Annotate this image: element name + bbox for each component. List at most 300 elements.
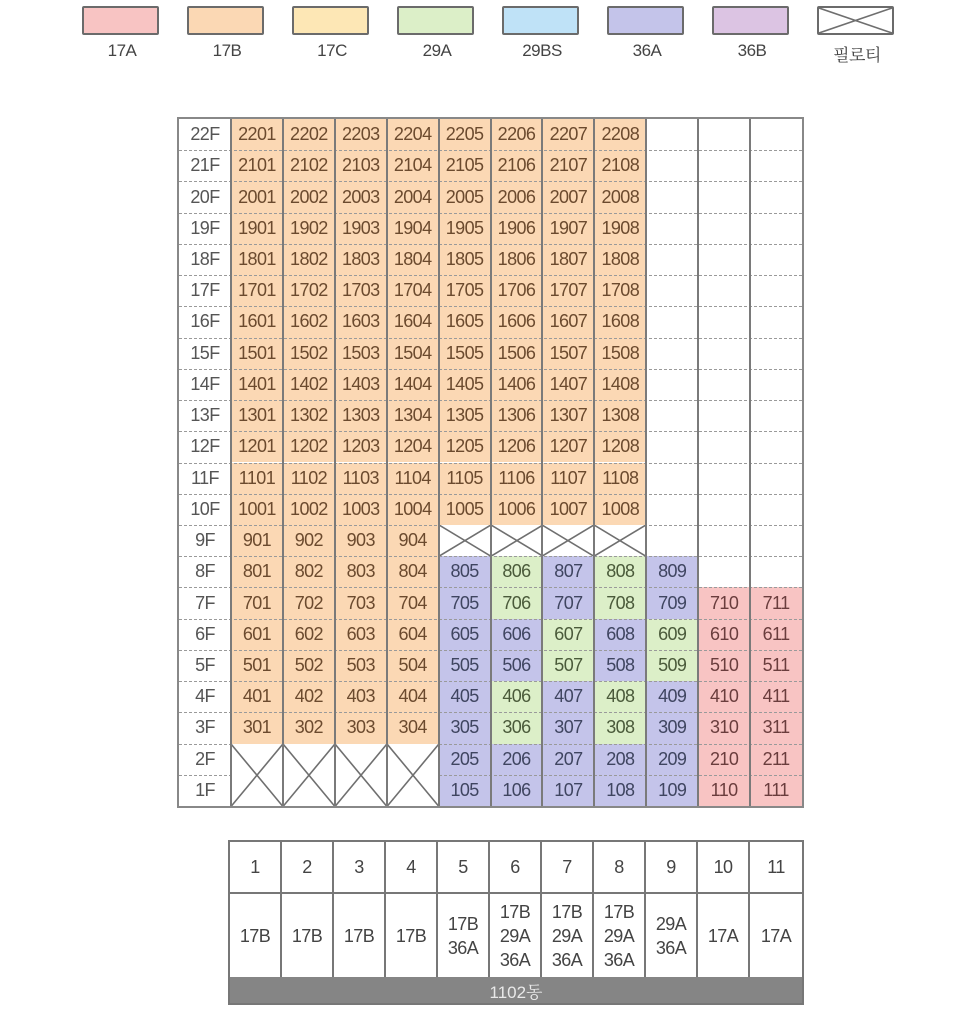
unit-cell-36a: 407	[542, 681, 594, 712]
unit-cell-17b: 1502	[283, 338, 335, 369]
unit-cell-17b: 1006	[491, 494, 543, 525]
unit-cell-29a: 507	[542, 650, 594, 681]
line-type: 29A	[603, 925, 635, 946]
unit-cell-17b: 1208	[594, 431, 646, 462]
unit-cell-17a: 410	[698, 681, 750, 712]
empty-cell	[698, 119, 750, 150]
unit-cell-36a: 106	[491, 775, 543, 806]
line-type: 17B	[499, 901, 531, 922]
unit-cell-17b: 1608	[594, 306, 646, 337]
floor-label: 18F	[190, 249, 220, 270]
legend-label: 17A	[107, 41, 137, 60]
line-type: 36A	[499, 949, 531, 970]
empty-cell	[750, 494, 802, 525]
unit-cell-17b: 1407	[542, 369, 594, 400]
unit-cell-36a: 207	[542, 744, 594, 775]
line-divider	[386, 119, 388, 806]
unit-cell-36a: 809	[646, 556, 698, 587]
empty-cell	[646, 463, 698, 494]
legend-item-17b	[187, 6, 267, 61]
unit-cell-17b: 701	[231, 587, 283, 618]
unit-cell-17b: 1903	[335, 213, 387, 244]
unit-cell-17b: 502	[283, 650, 335, 681]
unit-cell-17b: 2203	[335, 119, 387, 150]
line-divider	[282, 119, 284, 806]
unit-cell-36a: 208	[594, 744, 646, 775]
empty-cell	[750, 463, 802, 494]
unit-cell-36a: 107	[542, 775, 594, 806]
line-divider	[645, 119, 647, 806]
unit-cell-17b: 1705	[439, 275, 491, 306]
unit-cell-17a: 611	[750, 619, 802, 650]
legend-item-36a	[607, 6, 687, 61]
unit-cell-36a: 508	[594, 650, 646, 681]
line-types-cell	[698, 894, 750, 977]
unit-cell-17b: 2207	[542, 119, 594, 150]
unit-cell-36a: 405	[439, 681, 491, 712]
unit-cell-36a: 606	[491, 619, 543, 650]
unit-cell-36a: 605	[439, 619, 491, 650]
floor-label: 13F	[190, 405, 220, 426]
unit-cell-17b: 1207	[542, 431, 594, 462]
unit-cell-29a: 609	[646, 619, 698, 650]
empty-cell	[750, 556, 802, 587]
unit-cell-17b: 1501	[231, 338, 283, 369]
floor-label: 15F	[190, 342, 220, 363]
unit-cell-17b: 2008	[594, 181, 646, 212]
unit-cell-17b: 402	[283, 681, 335, 712]
unit-cell-17b: 301	[231, 712, 283, 743]
line-types-cell	[646, 894, 698, 977]
line-type: 17B	[603, 901, 635, 922]
unit-cell-17b: 1901	[231, 213, 283, 244]
unit-cell-29a: 406	[491, 681, 543, 712]
unit-cell-17b: 704	[387, 587, 439, 618]
unit-cell-17b: 404	[387, 681, 439, 712]
unit-cell-17b: 1508	[594, 338, 646, 369]
unit-cell-17b: 601	[231, 619, 283, 650]
line-number: 10	[698, 842, 750, 894]
unit-cell-17b: 1701	[231, 275, 283, 306]
unit-cell-17b: 1506	[491, 338, 543, 369]
unit-cell-17b: 1505	[439, 338, 491, 369]
unit-cell-29a: 509	[646, 650, 698, 681]
empty-cell	[750, 338, 802, 369]
line-number: 4	[386, 842, 438, 894]
empty-cell	[698, 400, 750, 431]
unit-cell-36a: 209	[646, 744, 698, 775]
unit-cell-17b: 1008	[594, 494, 646, 525]
legend-label: 29BS	[522, 41, 562, 60]
line-type: 36A	[551, 949, 583, 970]
unit-cell-17b: 1408	[594, 369, 646, 400]
unit-cell-17b: 1307	[542, 400, 594, 431]
unit-cell-17b: 501	[231, 650, 283, 681]
floor-label: 4F	[195, 686, 215, 707]
empty-cell	[698, 213, 750, 244]
line-types-cell	[230, 894, 282, 977]
line-type: 17B	[291, 925, 323, 946]
empty-cell	[646, 400, 698, 431]
unit-cell-17b: 904	[387, 525, 439, 556]
empty-cell	[698, 275, 750, 306]
unit-cell-17b: 504	[387, 650, 439, 681]
unit-cell-17b: 2001	[231, 181, 283, 212]
unit-cell-17a: 211	[750, 744, 802, 775]
unit-cell-29a: 808	[594, 556, 646, 587]
line-summary-table	[228, 840, 804, 1005]
unit-cell-17b: 303	[335, 712, 387, 743]
unit-cell-17b: 902	[283, 525, 335, 556]
unit-cell-17b: 1406	[491, 369, 543, 400]
empty-cell	[646, 244, 698, 275]
unit-cell-29a: 306	[491, 712, 543, 743]
empty-cell	[698, 150, 750, 181]
floor-label: 21F	[190, 155, 220, 176]
unit-cell-17b: 2105	[439, 150, 491, 181]
unit-cell-17b: 2106	[491, 150, 543, 181]
unit-cell-17b: 2104	[387, 150, 439, 181]
line-type: 17B	[551, 901, 583, 922]
unit-cell-36a: 705	[439, 587, 491, 618]
empty-cell	[646, 431, 698, 462]
line-types-cell	[542, 894, 594, 977]
unit-cell-17a: 710	[698, 587, 750, 618]
unit-cell-17b: 1007	[542, 494, 594, 525]
unit-cell-17b: 1002	[283, 494, 335, 525]
pilotis-cell	[283, 744, 335, 806]
line-number: 2	[282, 842, 334, 894]
unit-cell-17b: 2007	[542, 181, 594, 212]
floor-label: 11F	[191, 467, 219, 488]
line-number: 7	[542, 842, 594, 894]
pilotis-cell	[387, 744, 439, 806]
empty-cell	[698, 181, 750, 212]
floor-label: 16F	[190, 311, 220, 332]
empty-cell	[646, 494, 698, 525]
unit-cell-17b: 1706	[491, 275, 543, 306]
floor-label: 3F	[195, 717, 215, 738]
unit-cell-17b: 1807	[542, 244, 594, 275]
floor-plan-grid	[177, 117, 804, 808]
empty-cell	[646, 306, 698, 337]
line-types-cell	[750, 894, 802, 977]
empty-cell	[750, 275, 802, 306]
unit-cell-36a: 608	[594, 619, 646, 650]
unit-cell-17b: 1404	[387, 369, 439, 400]
floor-label: 10F	[190, 498, 220, 519]
pilotis-cell	[439, 525, 491, 556]
unit-cell-17b: 1802	[283, 244, 335, 275]
unit-cell-36a: 807	[542, 556, 594, 587]
floor-label: 1F	[195, 779, 215, 800]
unit-cell-17b: 1601	[231, 306, 283, 337]
unit-cell-17b: 1102	[283, 463, 335, 494]
empty-cell	[646, 150, 698, 181]
empty-cell	[750, 306, 802, 337]
line-divider	[541, 119, 543, 806]
line-number: 3	[334, 842, 386, 894]
unit-cell-17b: 1104	[387, 463, 439, 494]
empty-cell	[698, 463, 750, 494]
floor-label: 9F	[195, 530, 215, 551]
empty-cell	[646, 525, 698, 556]
unit-cell-17b: 1908	[594, 213, 646, 244]
unit-cell-17b: 1402	[283, 369, 335, 400]
empty-cell	[646, 181, 698, 212]
floor-label: 2F	[195, 748, 215, 769]
unit-cell-17b: 1504	[387, 338, 439, 369]
unit-cell-17b: 1403	[335, 369, 387, 400]
building-label: 1102동	[230, 977, 802, 1003]
color-swatch	[502, 6, 579, 35]
unit-cell-17b: 703	[335, 587, 387, 618]
unit-cell-29a: 706	[491, 587, 543, 618]
unit-cell-36a: 409	[646, 681, 698, 712]
unit-cell-17b: 1005	[439, 494, 491, 525]
unit-cell-17a: 111	[750, 775, 802, 806]
unit-cell-17b: 2108	[594, 150, 646, 181]
empty-cell	[698, 431, 750, 462]
empty-cell	[750, 244, 802, 275]
unit-cell-17b: 1103	[335, 463, 387, 494]
line-divider	[438, 119, 440, 806]
line-type: 36A	[447, 937, 479, 958]
empty-cell	[698, 244, 750, 275]
unit-cell-17b: 1206	[491, 431, 543, 462]
unit-cell-17b: 2005	[439, 181, 491, 212]
unit-cell-17b: 1303	[335, 400, 387, 431]
line-number: 6	[490, 842, 542, 894]
unit-cell-17a: 510	[698, 650, 750, 681]
empty-cell	[750, 150, 802, 181]
empty-cell	[698, 556, 750, 587]
line-number: 1	[230, 842, 282, 894]
legend-item-29bs	[502, 6, 582, 61]
unit-cell-17b: 1306	[491, 400, 543, 431]
unit-cell-17b: 1302	[283, 400, 335, 431]
unit-cell-17b: 803	[335, 556, 387, 587]
unit-cell-17a: 311	[750, 712, 802, 743]
pilotis-cell	[542, 525, 594, 556]
unit-cell-36a: 109	[646, 775, 698, 806]
unit-cell-17b: 1304	[387, 400, 439, 431]
line-number: 9	[646, 842, 698, 894]
unit-cell-36a: 707	[542, 587, 594, 618]
empty-cell	[750, 400, 802, 431]
unit-cell-17a: 310	[698, 712, 750, 743]
floor-label: 12F	[190, 436, 220, 457]
unit-cell-17a: 511	[750, 650, 802, 681]
unit-cell-17b: 1201	[231, 431, 283, 462]
floor-label: 17F	[190, 280, 220, 301]
unit-cell-17b: 901	[231, 525, 283, 556]
unit-cell-36a: 105	[439, 775, 491, 806]
unit-cell-36a: 805	[439, 556, 491, 587]
legend-item-36b	[712, 6, 792, 61]
line-type: 36A	[655, 937, 687, 958]
unit-cell-29a: 408	[594, 681, 646, 712]
unit-cell-17b: 602	[283, 619, 335, 650]
empty-cell	[750, 431, 802, 462]
floor-label: 19F	[190, 217, 220, 238]
pilotis-cell	[491, 525, 543, 556]
line-divider	[230, 119, 232, 806]
unit-cell-17b: 702	[283, 587, 335, 618]
unit-cell-17b: 1301	[231, 400, 283, 431]
unit-cell-36a: 305	[439, 712, 491, 743]
line-number: 5	[438, 842, 490, 894]
empty-cell	[646, 338, 698, 369]
pilotis-cell	[231, 744, 283, 806]
unit-cell-17b: 603	[335, 619, 387, 650]
unit-cell-17b: 2004	[387, 181, 439, 212]
legend-label: 36A	[632, 41, 662, 60]
empty-cell	[646, 275, 698, 306]
line-type: 17A	[707, 925, 739, 946]
unit-cell-17b: 1308	[594, 400, 646, 431]
unit-cell-17b: 1604	[387, 306, 439, 337]
unit-cell-17b: 1702	[283, 275, 335, 306]
unit-cell-17b: 1907	[542, 213, 594, 244]
unit-cell-17b: 1001	[231, 494, 283, 525]
empty-cell	[750, 213, 802, 244]
pilotis-swatch-icon	[817, 6, 894, 35]
empty-cell	[750, 525, 802, 556]
unit-cell-17b: 2204	[387, 119, 439, 150]
line-types-cell	[334, 894, 386, 977]
floor-label: 14F	[190, 373, 220, 394]
unit-cell-17b: 1106	[491, 463, 543, 494]
unit-cell-17a: 610	[698, 619, 750, 650]
unit-cell-17b: 2208	[594, 119, 646, 150]
empty-cell	[646, 369, 698, 400]
unit-cell-36a: 506	[491, 650, 543, 681]
line-types-cell	[594, 894, 646, 977]
color-swatch	[292, 6, 369, 35]
floor-label: 20F	[190, 186, 220, 207]
line-divider	[697, 119, 699, 806]
unit-cell-17b: 401	[231, 681, 283, 712]
unit-cell-17b: 801	[231, 556, 283, 587]
empty-cell	[698, 338, 750, 369]
legend-label: 17B	[212, 41, 242, 60]
unit-cell-17b: 1203	[335, 431, 387, 462]
unit-cell-17b: 1803	[335, 244, 387, 275]
unit-cell-17b: 2202	[283, 119, 335, 150]
unit-cell-17b: 302	[283, 712, 335, 743]
unit-cell-17b: 1105	[439, 463, 491, 494]
unit-cell-17b: 1904	[387, 213, 439, 244]
unit-cell-17b: 2006	[491, 181, 543, 212]
color-swatch	[187, 6, 264, 35]
unit-cell-36a: 206	[491, 744, 543, 775]
unit-cell-29a: 708	[594, 587, 646, 618]
line-type: 29A	[499, 925, 531, 946]
line-type: 17B	[447, 913, 479, 934]
unit-cell-17b: 2101	[231, 150, 283, 181]
unit-cell-29a: 308	[594, 712, 646, 743]
unit-cell-17b: 1806	[491, 244, 543, 275]
unit-cell-17b: 1101	[231, 463, 283, 494]
line-type: 17B	[239, 925, 271, 946]
unit-cell-17b: 1906	[491, 213, 543, 244]
unit-cell-17b: 903	[335, 525, 387, 556]
unit-cell-29a: 806	[491, 556, 543, 587]
line-divider	[749, 119, 751, 806]
unit-cell-17b: 403	[335, 681, 387, 712]
unit-cell-17b: 2206	[491, 119, 543, 150]
line-number: 8	[594, 842, 646, 894]
unit-cell-17b: 1401	[231, 369, 283, 400]
unit-cell-17b: 1605	[439, 306, 491, 337]
unit-cell-17b: 1704	[387, 275, 439, 306]
unit-cell-17b: 2103	[335, 150, 387, 181]
unit-cell-17b: 304	[387, 712, 439, 743]
unit-cell-17b: 1707	[542, 275, 594, 306]
unit-cell-36a: 709	[646, 587, 698, 618]
floor-label: 22F	[190, 124, 220, 145]
floor-label: 6F	[195, 623, 215, 644]
unit-cell-36a: 108	[594, 775, 646, 806]
line-type: 17A	[760, 925, 792, 946]
color-swatch	[607, 6, 684, 35]
unit-cell-17b: 1507	[542, 338, 594, 369]
legend	[82, 6, 902, 66]
unit-cell-17a: 711	[750, 587, 802, 618]
unit-cell-36a: 309	[646, 712, 698, 743]
line-types-cell	[438, 894, 490, 977]
unit-cell-17b: 1108	[594, 463, 646, 494]
line-type: 29A	[551, 925, 583, 946]
unit-cell-17a: 210	[698, 744, 750, 775]
empty-cell	[646, 213, 698, 244]
empty-cell	[750, 181, 802, 212]
unit-cell-17b: 1004	[387, 494, 439, 525]
floor-label: 7F	[195, 592, 215, 613]
empty-cell	[698, 494, 750, 525]
unit-cell-36a: 307	[542, 712, 594, 743]
unit-cell-17b: 1902	[283, 213, 335, 244]
unit-cell-17b: 1405	[439, 369, 491, 400]
floor-label: 8F	[195, 561, 215, 582]
line-type: 36A	[603, 949, 635, 970]
unit-cell-17b: 1905	[439, 213, 491, 244]
unit-cell-17b: 1205	[439, 431, 491, 462]
legend-item-17c	[292, 6, 372, 61]
unit-cell-17a: 110	[698, 775, 750, 806]
unit-cell-17b: 2205	[439, 119, 491, 150]
unit-cell-17b: 604	[387, 619, 439, 650]
unit-cell-17b: 2102	[283, 150, 335, 181]
unit-cell-17b: 2201	[231, 119, 283, 150]
unit-cell-17b: 1805	[439, 244, 491, 275]
unit-cell-17b: 2002	[283, 181, 335, 212]
line-number: 11	[750, 842, 802, 894]
unit-cell-17b: 1703	[335, 275, 387, 306]
line-divider	[593, 119, 595, 806]
color-swatch	[82, 6, 159, 35]
unit-cell-17b: 804	[387, 556, 439, 587]
line-divider	[490, 119, 492, 806]
unit-cell-17b: 1804	[387, 244, 439, 275]
line-divider	[334, 119, 336, 806]
unit-cell-17b: 802	[283, 556, 335, 587]
unit-cell-17b: 1003	[335, 494, 387, 525]
unit-cell-17b: 1204	[387, 431, 439, 462]
line-types-cell	[282, 894, 334, 977]
unit-cell-17b: 1801	[231, 244, 283, 275]
